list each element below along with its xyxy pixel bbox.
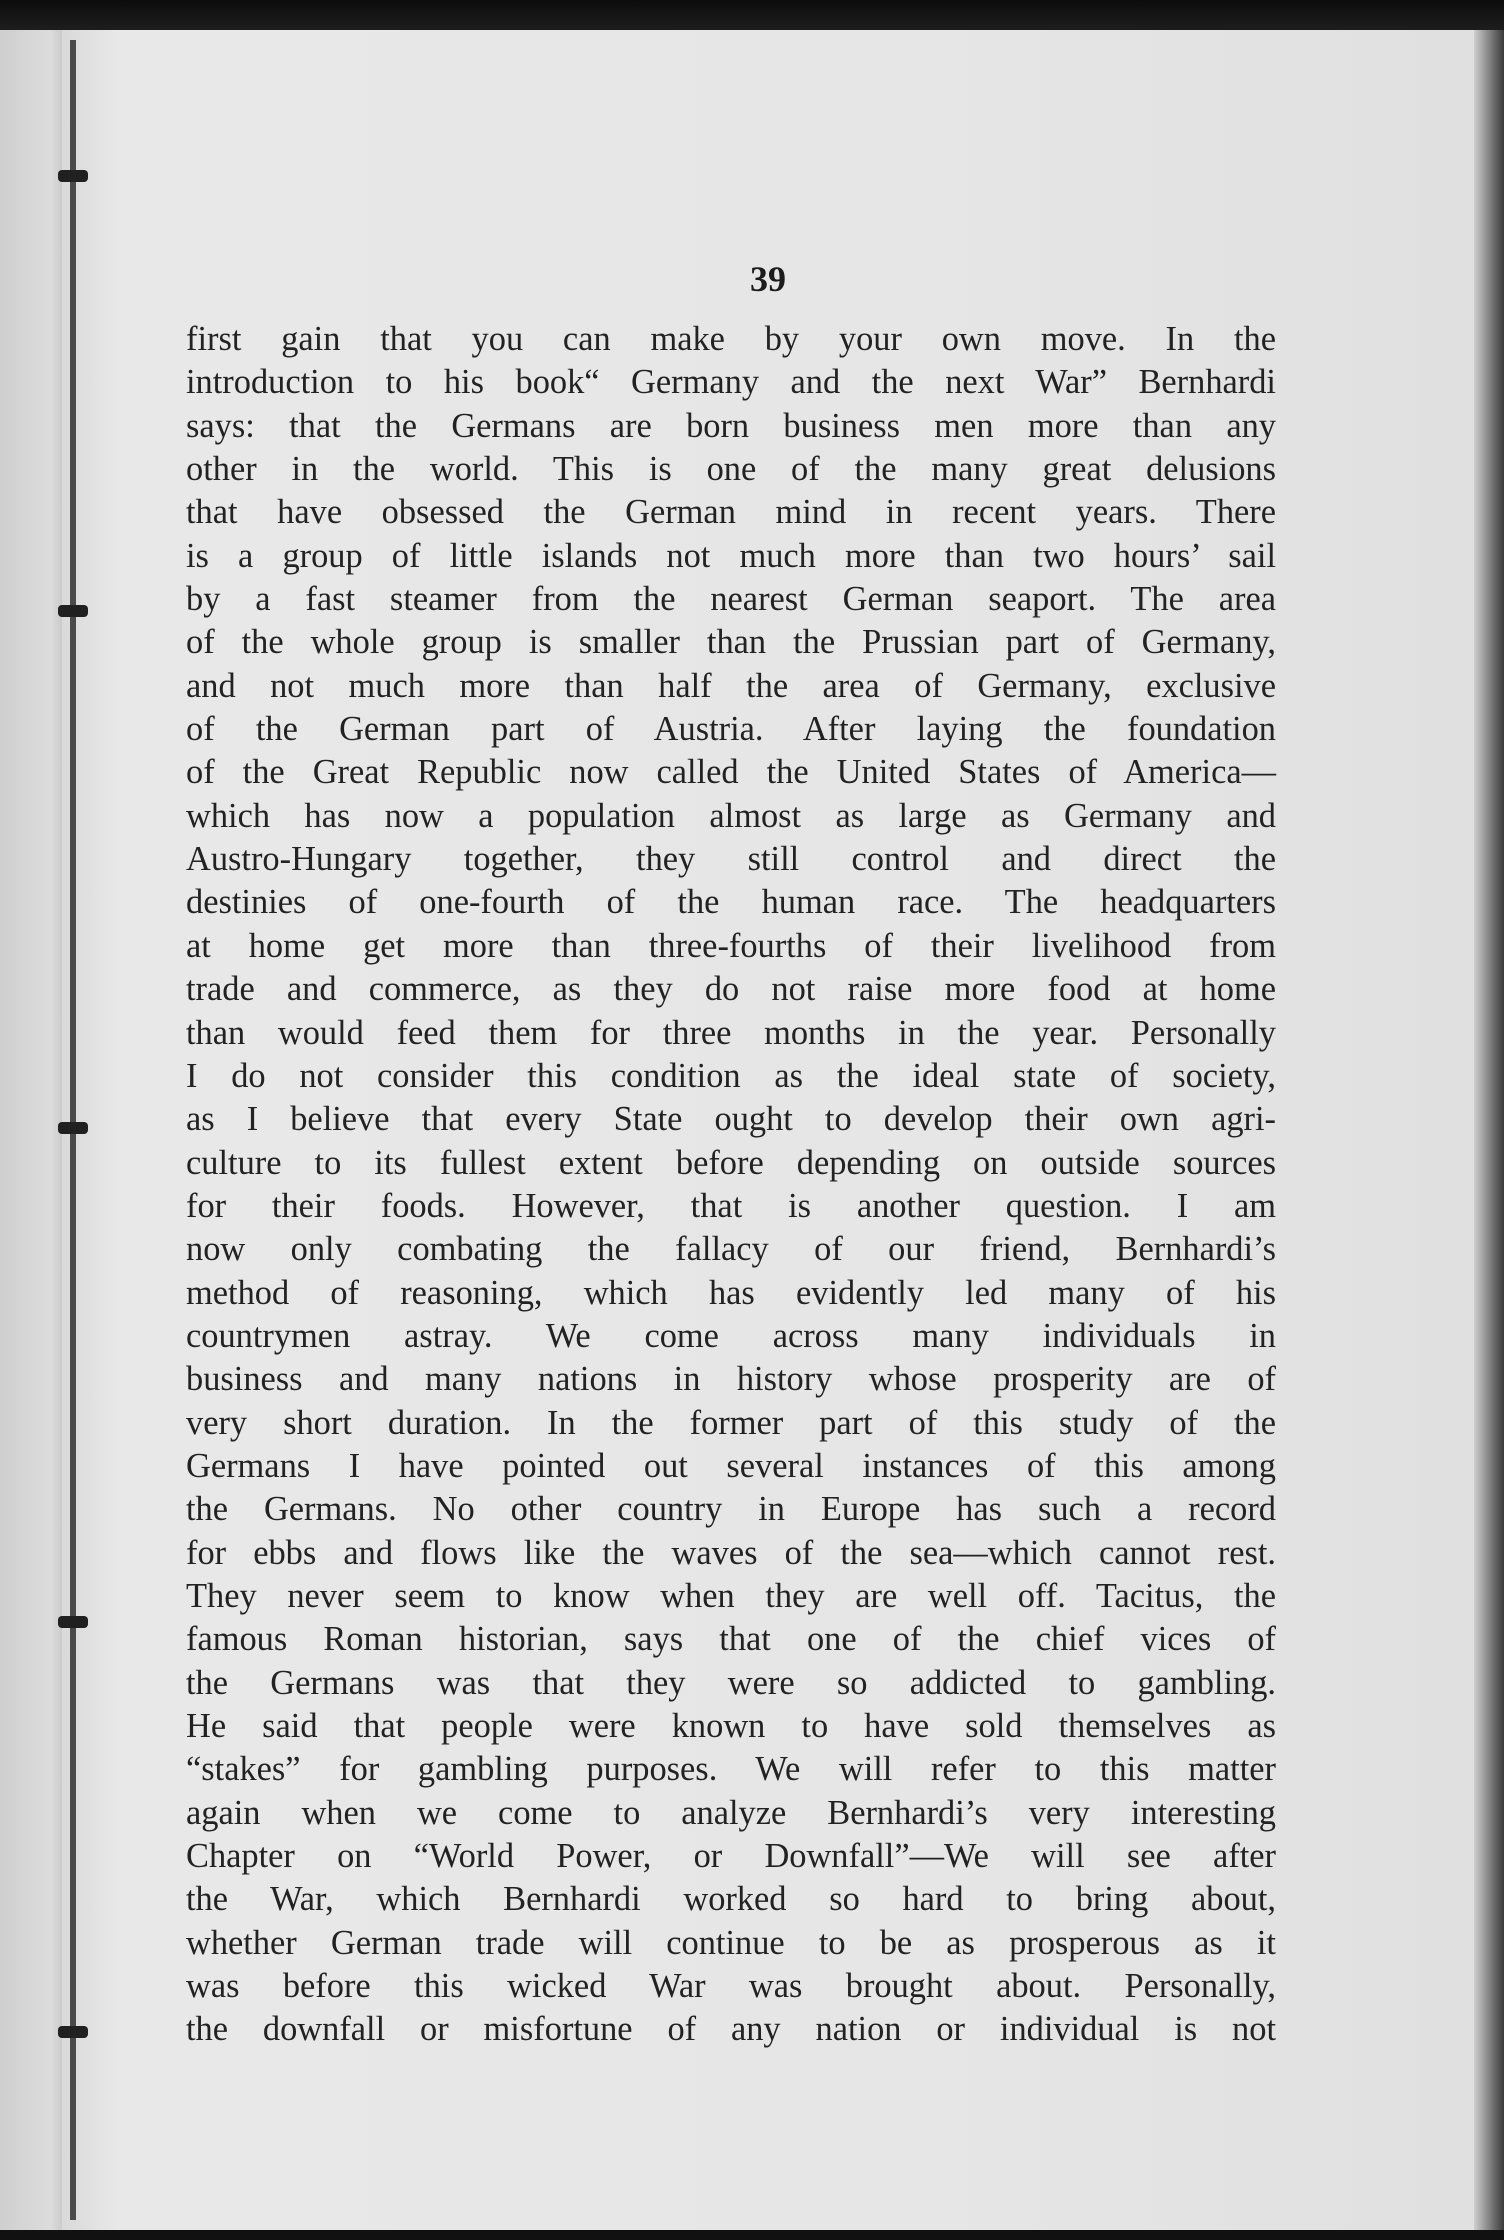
binding-stitch xyxy=(58,605,88,617)
text-line: first gain that you can make by your own move. In the xyxy=(186,320,1276,358)
text-line: that have obsessed the German mind in recent years. There xyxy=(186,493,1276,532)
text-line: I do not consider this condition as the ideal state of society, xyxy=(186,1056,1276,1095)
text-line: of the German part of Austria. After laying the foundation xyxy=(186,710,1276,749)
text-line: the downfall or misfortune of any nation or individual is not xyxy=(186,2010,1276,2049)
text-line: famous Roman historian, says that one of the chief vices of xyxy=(186,1620,1276,1659)
text-line: “stakes” for gambling purposes. We will refer to this matter xyxy=(186,1750,1276,1789)
text-line: of the whole group is smaller than the Prussian part of Germany, xyxy=(186,623,1276,662)
text-line: destinies of one-fourth of the human race. The headquarters xyxy=(186,883,1276,922)
text-line: the Germans. No other country in Europe has such a record xyxy=(186,1490,1276,1529)
text-line: says: that the Germans are born business men more than any xyxy=(186,406,1276,445)
text-line: other in the world. This is one of the many great delusions xyxy=(186,450,1276,489)
text-line: for ebbs and flows like the waves of the sea—which cannot rest. xyxy=(186,1533,1276,1572)
text-line: of the Great Republic now called the United States of America— xyxy=(186,753,1276,792)
binding-stitch xyxy=(58,170,88,182)
text-line: again when we come to analyze Bernhardi’s very interesting xyxy=(186,1793,1276,1832)
text-line: whether German trade will continue to be as prosperous as it xyxy=(186,1923,1276,1962)
text-line: Germans I have pointed out several instances of this among xyxy=(186,1446,1276,1485)
text-line: method of reasoning, which has evidently led many of his xyxy=(186,1273,1276,1312)
text-line: culture to its fullest extent before depending on outside sources xyxy=(186,1143,1276,1182)
binding-stitch xyxy=(58,1616,88,1628)
text-line: very short duration. In the former part of this study of the xyxy=(186,1403,1276,1442)
text-line: countrymen astray. We come across many individuals in xyxy=(186,1316,1276,1355)
text-line: as I believe that every State ought to develop their own agri- xyxy=(186,1100,1276,1139)
body-text xyxy=(186,318,1276,2052)
text-line: for their foods. However, that is another question. I am xyxy=(186,1186,1276,1225)
text-line: He said that people were known to have sold themselves as xyxy=(186,1707,1276,1745)
text-line: is a group of little islands not much more than two hours’ sail xyxy=(186,536,1276,575)
binding-stitch xyxy=(58,1122,88,1134)
text-line: and not much more than half the area of Germany, exclusive xyxy=(186,666,1276,705)
text-line: which has now a population almost as large as Germany and xyxy=(186,796,1276,835)
page-right-shadow xyxy=(1474,30,1504,2240)
text-line: They never seem to know when they are well off. Tacitus, the xyxy=(186,1576,1276,1615)
text-line: business and many nations in history whose prosperity are of xyxy=(186,1360,1276,1399)
text-line: by a fast steamer from the nearest German seaport. The area xyxy=(186,580,1276,619)
text-line: the Germans was that they were so addicted to gambling. xyxy=(186,1663,1276,1702)
text-line: was before this wicked War was brought about. Personally, xyxy=(186,1967,1276,2006)
text-line: Austro-Hungary together, they still control and direct the xyxy=(186,840,1276,879)
text-line: than would feed them for three months in the year. Personally xyxy=(186,1013,1276,1052)
text-line: at home get more than three-fourths of their livelihood from xyxy=(186,926,1276,965)
text-line: Chapter on “World Power, or Downfall”—We will see after xyxy=(186,1837,1276,1876)
text-line: the War, which Bernhardi worked so hard to bring about, xyxy=(186,1880,1276,1919)
text-line: introduction to his book“ Germany and the next War” Bernhardi xyxy=(186,363,1276,402)
binding-stitch xyxy=(58,2026,88,2038)
text-line: now only combating the fallacy of our friend, Bernhardi’s xyxy=(186,1230,1276,1269)
scan-bottom-edge xyxy=(0,2230,1504,2240)
page-number: 39 xyxy=(750,259,786,299)
text-line: trade and commerce, as they do not raise more food at home xyxy=(186,970,1276,1009)
